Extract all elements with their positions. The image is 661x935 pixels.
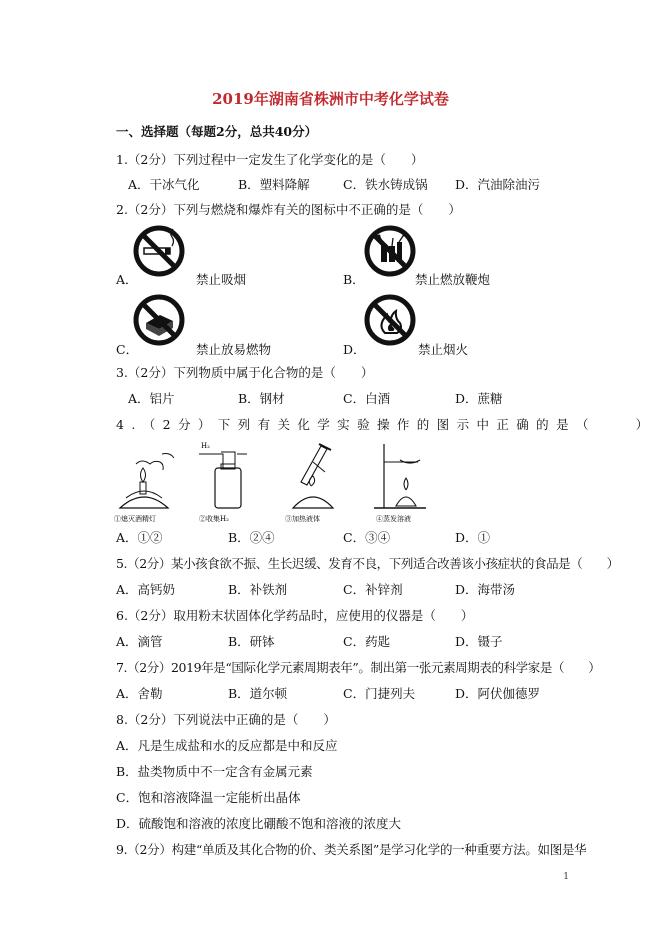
figure-2-caption: ②收集H₂ <box>199 515 229 523</box>
h2-label: H₂ <box>201 442 210 450</box>
q2-caption-c: 禁止放易燃物 <box>196 342 272 357</box>
q4-option-c: C．③④ <box>343 530 391 545</box>
question-6-stem: 6.（2分）取用粉末状固体化学药品时，应使用的仪器是（ ） <box>116 608 474 623</box>
q6-option-d: D．镊子 <box>455 634 503 649</box>
q7-option-b: B．道尔顿 <box>228 686 288 701</box>
q5-option-a: A．高钙奶 <box>116 582 176 597</box>
q2-option-c: C． <box>116 342 139 357</box>
figure-evaporate-solution <box>370 440 434 525</box>
figure-1-caption: ①熄灭酒精灯 <box>114 515 156 523</box>
no-firecrackers-icon <box>363 224 417 278</box>
question-5-stem: 5.（2分）某小孩食欲不振、生长迟缓、发育不良，下列适合改善该小孩症状的食品是（ ） <box>116 556 619 571</box>
q1-option-d: D．汽油除油污 <box>455 177 541 192</box>
q2-option-a: A． <box>116 272 138 287</box>
q8-option-d: D．硫酸饱和溶液的浓度比硼酸不饱和溶液的浓度大 <box>116 816 402 831</box>
q2-caption-d: 禁止烟火 <box>418 342 469 357</box>
q7-option-c: C．门捷列夫 <box>343 686 416 701</box>
question-8-stem: 8.（2分）下列说法中正确的是（ ） <box>116 712 336 727</box>
figure-heat-liquid <box>283 440 343 525</box>
question-3-stem: 3.（2分）下列物质中属于化合物的是（ ） <box>116 365 374 380</box>
q3-option-d: D．蔗糖 <box>455 391 503 406</box>
q4-option-d: D．① <box>455 530 491 545</box>
q3-option-b: B．钢材 <box>238 391 285 406</box>
page-title: 2019年湖南省株洲市中考化学试卷 <box>212 90 449 108</box>
figure-3-caption: ③加热液体 <box>285 515 320 523</box>
q1-option-b: B．塑料降解 <box>238 177 310 192</box>
section-heading: 一、选择题（每题2分，总共40分） <box>116 124 318 139</box>
question-2-stem: 2.（2分）下列与燃烧和爆炸有关的图标中不正确的是（ ） <box>116 202 461 217</box>
q6-option-c: C．药匙 <box>343 634 391 649</box>
figure-4-caption: ④蒸发溶液 <box>376 515 411 523</box>
no-open-flame-icon <box>363 293 417 347</box>
q7-option-a: A．舍勒 <box>116 686 163 701</box>
question-7-stem: 7.（2分）2019年是“国际化学元素周期表年”。制出第一张元素周期表的科学家是（ ） <box>116 660 601 675</box>
q8-option-b: B．盐类物质中不一定含有金属元素 <box>116 764 313 779</box>
q6-option-b: B．研钵 <box>228 634 275 649</box>
figure-collect-h2 <box>197 440 257 525</box>
q6-option-a: A．滴管 <box>116 634 163 649</box>
q4-option-b: B．②④ <box>228 530 275 545</box>
question-4-stem: 4.（2分）下列有关化学实验操作的图示中正确的是（ ） <box>116 417 656 432</box>
figure-extinguish-lamp <box>112 440 176 525</box>
page-number: 1 <box>563 872 569 882</box>
q8-option-a: A．凡是生成盐和水的反应都是中和反应 <box>116 738 338 753</box>
q2-caption-a: 禁止吸烟 <box>196 272 247 287</box>
q5-option-c: C．补锌剂 <box>343 582 403 597</box>
q3-option-c: C．白酒 <box>343 391 391 406</box>
question-1-stem: 1.（2分）下列过程中一定发生了化学变化的是（ ） <box>116 152 424 167</box>
q1-option-c: C．铁水铸成锅 <box>343 177 428 192</box>
no-flammables-icon <box>132 293 186 347</box>
q3-option-a: A．铝片 <box>128 391 175 406</box>
q5-option-b: B．补铁剂 <box>228 582 288 597</box>
q2-option-d: D． <box>343 342 366 357</box>
q7-option-d: D．阿伏伽德罗 <box>455 686 541 701</box>
q4-option-a: A．①② <box>116 530 163 545</box>
q2-caption-b: 禁止燃放鞭炮 <box>415 272 491 287</box>
no-smoking-icon <box>132 224 186 278</box>
question-9-stem: 9.（2分）构建“单质及其化合物的价、类关系图”是学习化学的一种重要方法。如图是华 <box>116 842 587 857</box>
q8-option-c: C．饱和溶液降温一定能析出晶体 <box>116 790 301 805</box>
q1-option-a: A．干冰气化 <box>128 177 200 192</box>
q5-option-d: D．海带汤 <box>455 582 516 597</box>
q2-option-b: B． <box>343 272 365 287</box>
